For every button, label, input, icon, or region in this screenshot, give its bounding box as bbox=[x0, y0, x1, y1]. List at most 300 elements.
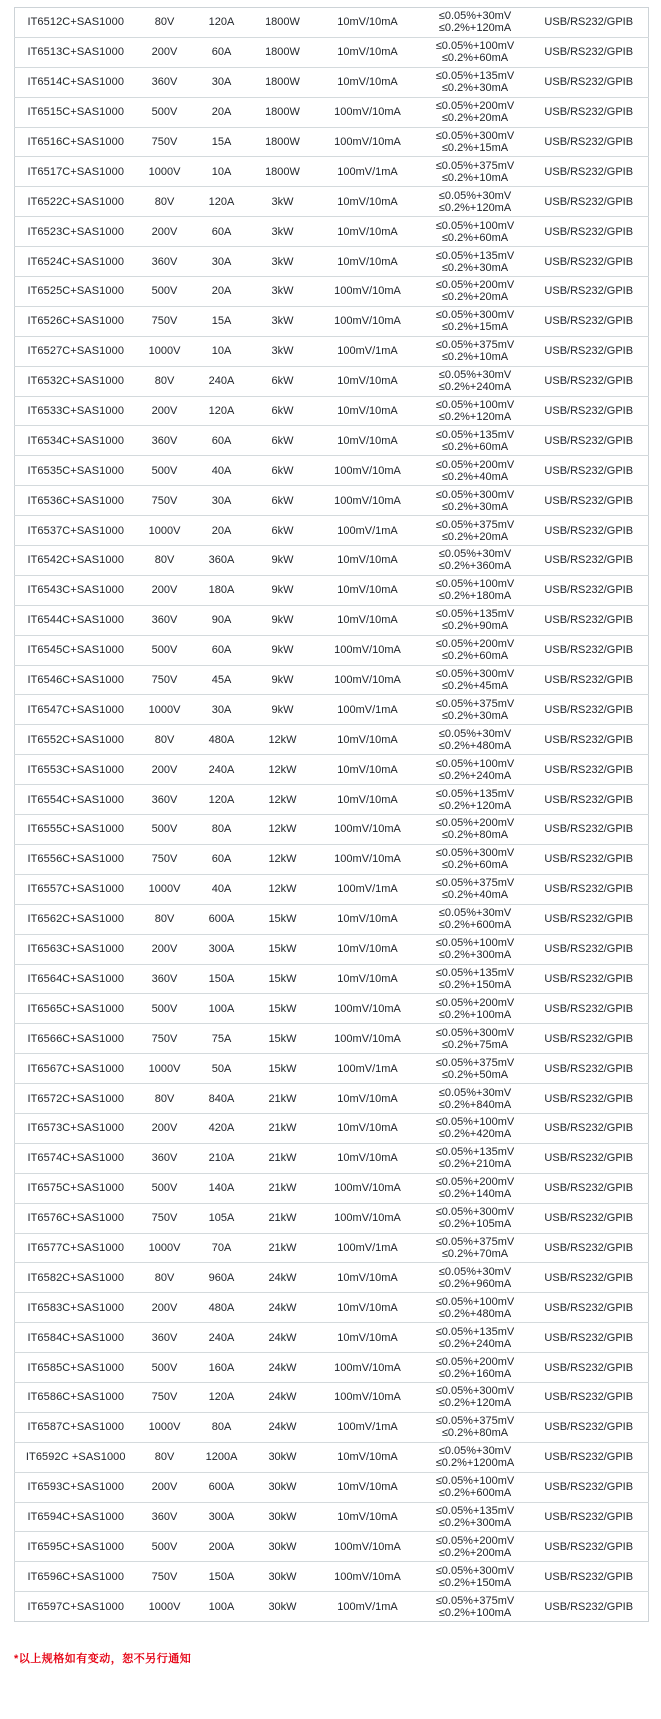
table-row bbox=[15, 277, 649, 307]
cell-accuracy bbox=[421, 396, 530, 426]
cell-voltage: 750V bbox=[137, 306, 193, 336]
cell-power: 9kW bbox=[251, 605, 315, 635]
cell-interface: USB/RS232/GPIB bbox=[530, 1173, 649, 1203]
cell-model: IT6523C+SAS1000 bbox=[15, 217, 137, 247]
cell-model: IT6597C+SAS1000 bbox=[15, 1592, 137, 1622]
cell-current: 15A bbox=[193, 127, 251, 157]
cell-interface: USB/RS232/GPIB bbox=[530, 1562, 649, 1592]
accuracy-current-line: ≤0.2%+120mA bbox=[438, 411, 512, 424]
cell-accuracy bbox=[421, 755, 530, 785]
cell-resolution: 10mV/10mA bbox=[315, 396, 421, 426]
cell-model: IT6576C+SAS1000 bbox=[15, 1203, 137, 1233]
cell-model: IT6517C+SAS1000 bbox=[15, 157, 137, 187]
cell-interface: USB/RS232/GPIB bbox=[530, 964, 649, 994]
cell-power: 12kW bbox=[251, 874, 315, 904]
cell-resolution: 10mV/10mA bbox=[315, 426, 421, 456]
cell-power: 24kW bbox=[251, 1293, 315, 1323]
table-row bbox=[15, 247, 649, 277]
accuracy-current-line: ≤0.2%+45mA bbox=[441, 680, 509, 693]
cell-accuracy bbox=[421, 97, 530, 127]
cell-resolution: 10mV/10mA bbox=[315, 1143, 421, 1173]
table-row bbox=[15, 844, 649, 874]
table-row bbox=[15, 456, 649, 486]
cell-resolution: 100mV/10mA bbox=[315, 665, 421, 695]
cell-interface: USB/RS232/GPIB bbox=[530, 1472, 649, 1502]
table-row bbox=[15, 426, 649, 456]
cell-accuracy bbox=[421, 1353, 530, 1383]
cell-resolution: 100mV/1mA bbox=[315, 157, 421, 187]
table-row bbox=[15, 1024, 649, 1054]
cell-voltage: 200V bbox=[137, 217, 193, 247]
accuracy-voltage-line: ≤0.05%+200mV bbox=[435, 100, 515, 113]
accuracy-current-line: ≤0.2%+100mA bbox=[438, 1008, 512, 1021]
cell-accuracy bbox=[421, 67, 530, 97]
cell-voltage: 1000V bbox=[137, 1054, 193, 1084]
cell-interface: USB/RS232/GPIB bbox=[530, 187, 649, 217]
accuracy-current-line: ≤0.2%+200mA bbox=[438, 1546, 512, 1559]
accuracy-current-line: ≤0.2%+30mA bbox=[441, 709, 509, 722]
cell-power: 15kW bbox=[251, 964, 315, 994]
cell-interface: USB/RS232/GPIB bbox=[530, 516, 649, 546]
cell-interface: USB/RS232/GPIB bbox=[530, 725, 649, 755]
accuracy-voltage-line: ≤0.05%+30mV bbox=[438, 369, 512, 382]
cell-current: 200A bbox=[193, 1532, 251, 1562]
cell-power: 24kW bbox=[251, 1263, 315, 1293]
cell-power: 21kW bbox=[251, 1233, 315, 1263]
cell-power: 30kW bbox=[251, 1472, 315, 1502]
accuracy-voltage-line: ≤0.05%+200mV bbox=[435, 817, 515, 830]
table-row bbox=[15, 516, 649, 546]
accuracy-current-line: ≤0.2%+10mA bbox=[441, 351, 509, 364]
cell-interface: USB/RS232/GPIB bbox=[530, 1143, 649, 1173]
cell-interface: USB/RS232/GPIB bbox=[530, 1353, 649, 1383]
cell-accuracy bbox=[421, 1502, 530, 1532]
cell-power: 24kW bbox=[251, 1323, 315, 1353]
cell-current: 150A bbox=[193, 1562, 251, 1592]
cell-power: 21kW bbox=[251, 1113, 315, 1143]
cell-accuracy bbox=[421, 1293, 530, 1323]
cell-current: 120A bbox=[193, 187, 251, 217]
cell-interface: USB/RS232/GPIB bbox=[530, 1592, 649, 1622]
cell-current: 40A bbox=[193, 874, 251, 904]
accuracy-current-line: ≤0.2%+15mA bbox=[441, 321, 509, 334]
cell-current: 20A bbox=[193, 277, 251, 307]
cell-voltage: 500V bbox=[137, 1173, 193, 1203]
accuracy-current-line: ≤0.2%+30mA bbox=[441, 500, 509, 513]
table-row bbox=[15, 605, 649, 635]
accuracy-voltage-line: ≤0.05%+30mV bbox=[438, 907, 512, 920]
cell-current: 600A bbox=[193, 904, 251, 934]
cell-voltage: 500V bbox=[137, 635, 193, 665]
accuracy-voltage-line: ≤0.05%+375mV bbox=[435, 339, 515, 352]
cell-interface: USB/RS232/GPIB bbox=[530, 456, 649, 486]
cell-voltage: 500V bbox=[137, 1353, 193, 1383]
cell-current: 20A bbox=[193, 97, 251, 127]
cell-model: IT6535C+SAS1000 bbox=[15, 456, 137, 486]
cell-current: 120A bbox=[193, 396, 251, 426]
accuracy-voltage-line: ≤0.05%+375mV bbox=[435, 1415, 515, 1428]
cell-accuracy bbox=[421, 187, 530, 217]
cell-voltage: 80V bbox=[137, 366, 193, 396]
cell-power: 1800W bbox=[251, 127, 315, 157]
accuracy-current-line: ≤0.2%+60mA bbox=[441, 650, 509, 663]
cell-model: IT6583C+SAS1000 bbox=[15, 1293, 137, 1323]
accuracy-current-line: ≤0.2%+360mA bbox=[438, 560, 512, 573]
cell-current: 40A bbox=[193, 456, 251, 486]
accuracy-current-line: ≤0.2%+70mA bbox=[441, 1247, 509, 1260]
cell-power: 9kW bbox=[251, 695, 315, 725]
cell-voltage: 200V bbox=[137, 755, 193, 785]
cell-resolution: 10mV/10mA bbox=[315, 37, 421, 67]
cell-interface: USB/RS232/GPIB bbox=[530, 247, 649, 277]
cell-power: 3kW bbox=[251, 187, 315, 217]
cell-power: 12kW bbox=[251, 755, 315, 785]
table-row bbox=[15, 1143, 649, 1173]
cell-current: 210A bbox=[193, 1143, 251, 1173]
cell-power: 6kW bbox=[251, 456, 315, 486]
accuracy-current-line: ≤0.2%+480mA bbox=[438, 1307, 512, 1320]
accuracy-current-line: ≤0.2%+60mA bbox=[441, 440, 509, 453]
cell-power: 21kW bbox=[251, 1203, 315, 1233]
cell-resolution: 10mV/10mA bbox=[315, 1323, 421, 1353]
accuracy-current-line: ≤0.2%+120mA bbox=[438, 1397, 512, 1410]
cell-accuracy bbox=[421, 306, 530, 336]
accuracy-current-line: ≤0.2%+40mA bbox=[441, 470, 509, 483]
cell-resolution: 100mV/10mA bbox=[315, 844, 421, 874]
cell-voltage: 80V bbox=[137, 546, 193, 576]
cell-current: 840A bbox=[193, 1084, 251, 1114]
cell-voltage: 360V bbox=[137, 247, 193, 277]
table-row bbox=[15, 336, 649, 366]
cell-interface: USB/RS232/GPIB bbox=[530, 306, 649, 336]
accuracy-current-line: ≤0.2%+840mA bbox=[438, 1098, 512, 1111]
cell-accuracy bbox=[421, 1442, 530, 1472]
accuracy-current-line: ≤0.2%+40mA bbox=[441, 889, 509, 902]
table-row bbox=[15, 67, 649, 97]
cell-accuracy bbox=[421, 157, 530, 187]
cell-model: IT6532C+SAS1000 bbox=[15, 366, 137, 396]
accuracy-voltage-line: ≤0.05%+30mV bbox=[438, 727, 512, 740]
cell-resolution: 10mV/10mA bbox=[315, 366, 421, 396]
accuracy-voltage-line: ≤0.05%+100mV bbox=[435, 1295, 515, 1308]
cell-model: IT6536C+SAS1000 bbox=[15, 486, 137, 516]
cell-accuracy bbox=[421, 1532, 530, 1562]
accuracy-current-line: ≤0.2%+30mA bbox=[441, 261, 509, 274]
cell-accuracy bbox=[421, 934, 530, 964]
cell-power: 6kW bbox=[251, 366, 315, 396]
accuracy-current-line: ≤0.2%+180mA bbox=[438, 590, 512, 603]
accuracy-voltage-line: ≤0.05%+30mV bbox=[438, 1265, 512, 1278]
table-row bbox=[15, 217, 649, 247]
cell-current: 600A bbox=[193, 1472, 251, 1502]
cell-interface: USB/RS232/GPIB bbox=[530, 1442, 649, 1472]
cell-accuracy bbox=[421, 456, 530, 486]
cell-model: IT6542C+SAS1000 bbox=[15, 546, 137, 576]
cell-resolution: 10mV/10mA bbox=[315, 1084, 421, 1114]
cell-power: 9kW bbox=[251, 546, 315, 576]
cell-interface: USB/RS232/GPIB bbox=[530, 217, 649, 247]
cell-accuracy bbox=[421, 1592, 530, 1622]
cell-model: IT6552C+SAS1000 bbox=[15, 725, 137, 755]
accuracy-current-line: ≤0.2%+600mA bbox=[438, 919, 512, 932]
cell-interface: USB/RS232/GPIB bbox=[530, 426, 649, 456]
cell-power: 9kW bbox=[251, 665, 315, 695]
table-row bbox=[15, 1502, 649, 1532]
cell-power: 30kW bbox=[251, 1532, 315, 1562]
cell-model: IT6557C+SAS1000 bbox=[15, 874, 137, 904]
cell-interface: USB/RS232/GPIB bbox=[530, 67, 649, 97]
table-row bbox=[15, 1472, 649, 1502]
accuracy-current-line: ≤0.2%+140mA bbox=[438, 1188, 512, 1201]
cell-voltage: 360V bbox=[137, 605, 193, 635]
cell-power: 3kW bbox=[251, 336, 315, 366]
accuracy-voltage-line: ≤0.05%+200mV bbox=[435, 1176, 515, 1189]
accuracy-voltage-line: ≤0.05%+135mV bbox=[435, 966, 515, 979]
cell-accuracy bbox=[421, 725, 530, 755]
cell-voltage: 750V bbox=[137, 486, 193, 516]
cell-voltage: 200V bbox=[137, 37, 193, 67]
cell-power: 15kW bbox=[251, 1024, 315, 1054]
table-row bbox=[15, 127, 649, 157]
cell-model: IT6533C+SAS1000 bbox=[15, 396, 137, 426]
cell-model: IT6584C+SAS1000 bbox=[15, 1323, 137, 1353]
cell-resolution: 10mV/10mA bbox=[315, 904, 421, 934]
accuracy-voltage-line: ≤0.05%+300mV bbox=[435, 668, 515, 681]
table-row bbox=[15, 366, 649, 396]
cell-voltage: 750V bbox=[137, 1203, 193, 1233]
cell-current: 160A bbox=[193, 1353, 251, 1383]
cell-model: IT6556C+SAS1000 bbox=[15, 844, 137, 874]
accuracy-voltage-line: ≤0.05%+30mV bbox=[438, 10, 512, 23]
cell-accuracy bbox=[421, 516, 530, 546]
accuracy-voltage-line: ≤0.05%+300mV bbox=[435, 1026, 515, 1039]
cell-resolution: 100mV/10mA bbox=[315, 306, 421, 336]
accuracy-current-line: ≤0.2%+960mA bbox=[438, 1277, 512, 1290]
accuracy-voltage-line: ≤0.05%+30mV bbox=[438, 1086, 512, 1099]
cell-current: 50A bbox=[193, 1054, 251, 1084]
accuracy-voltage-line: ≤0.05%+375mV bbox=[435, 697, 515, 710]
cell-current: 80A bbox=[193, 815, 251, 845]
cell-current: 300A bbox=[193, 1502, 251, 1532]
cell-resolution: 100mV/1mA bbox=[315, 336, 421, 366]
table-row bbox=[15, 785, 649, 815]
cell-model: IT6566C+SAS1000 bbox=[15, 1024, 137, 1054]
cell-power: 1800W bbox=[265, 16, 300, 29]
cell-interface: USB/RS232/GPIB bbox=[530, 785, 649, 815]
cell-current: 60A bbox=[193, 37, 251, 67]
cell-voltage: 500V bbox=[137, 1532, 193, 1562]
cell-accuracy bbox=[421, 1472, 530, 1502]
cell-voltage: 360V bbox=[137, 785, 193, 815]
cell-model: IT6594C+SAS1000 bbox=[15, 1502, 137, 1532]
accuracy-voltage-line: ≤0.05%+300mV bbox=[435, 1564, 515, 1577]
cell-voltage: 750V bbox=[137, 844, 193, 874]
cell-model: IT6526C+SAS1000 bbox=[15, 306, 137, 336]
cell-accuracy bbox=[421, 605, 530, 635]
cell-voltage: 750V bbox=[137, 1562, 193, 1592]
cell-power: 21kW bbox=[251, 1143, 315, 1173]
cell-resolution: 100mV/1mA bbox=[315, 874, 421, 904]
accuracy-voltage-line: ≤0.05%+100mV bbox=[435, 1475, 515, 1488]
cell-power: 21kW bbox=[251, 1173, 315, 1203]
accuracy-voltage-line: ≤0.05%+300mV bbox=[435, 488, 515, 501]
cell-current: 100A bbox=[193, 1592, 251, 1622]
table-row bbox=[15, 575, 649, 605]
cell-current: 30A bbox=[193, 67, 251, 97]
accuracy-voltage-line: ≤0.05%+100mV bbox=[435, 1116, 515, 1129]
cell-resolution: 100mV/10mA bbox=[315, 277, 421, 307]
table-row bbox=[15, 1323, 649, 1353]
cell-voltage: 1000V bbox=[137, 157, 193, 187]
cell-current: 120A bbox=[208, 16, 235, 29]
cell-current: 10A bbox=[193, 336, 251, 366]
accuracy-voltage-line: ≤0.05%+100mV bbox=[435, 219, 515, 232]
accuracy-voltage-line: ≤0.05%+375mV bbox=[435, 1235, 515, 1248]
cell-power: 24kW bbox=[251, 1353, 315, 1383]
accuracy-current-line: ≤0.2%+210mA bbox=[438, 1158, 512, 1171]
cell-voltage: 360V bbox=[137, 67, 193, 97]
cell-interface: USB/RS232/GPIB bbox=[530, 366, 649, 396]
cell-accuracy bbox=[421, 1024, 530, 1054]
cell-model: IT6524C+SAS1000 bbox=[15, 247, 137, 277]
cell-voltage: 1000V bbox=[137, 1412, 193, 1442]
accuracy-voltage-line: ≤0.05%+200mV bbox=[435, 279, 515, 292]
cell-power: 15kW bbox=[251, 904, 315, 934]
cell-model: IT6525C+SAS1000 bbox=[15, 277, 137, 307]
cell-current: 10A bbox=[193, 157, 251, 187]
cell-interface: USB/RS232/GPIB bbox=[530, 157, 649, 187]
cell-model: IT6553C+SAS1000 bbox=[15, 755, 137, 785]
table-row bbox=[15, 1412, 649, 1442]
cell-accuracy bbox=[421, 1323, 530, 1353]
cell-model: IT6513C+SAS1000 bbox=[15, 37, 137, 67]
cell-power: 12kW bbox=[251, 844, 315, 874]
cell-interface: USB/RS232/GPIB bbox=[530, 934, 649, 964]
table-row bbox=[15, 725, 649, 755]
cell-accuracy bbox=[421, 366, 530, 396]
cell-current: 30A bbox=[193, 486, 251, 516]
cell-power: 3kW bbox=[251, 306, 315, 336]
accuracy-current-line: ≤0.2%+75mA bbox=[441, 1038, 509, 1051]
cell-model: IT6595C+SAS1000 bbox=[15, 1532, 137, 1562]
cell-model: IT6512C+SAS1000 bbox=[27, 16, 125, 29]
cell-resolution: 10mV/10mA bbox=[315, 785, 421, 815]
cell-current: 150A bbox=[193, 964, 251, 994]
cell-current: 420A bbox=[193, 1113, 251, 1143]
accuracy-current-line: ≤0.2%+150mA bbox=[438, 978, 512, 991]
cell-power: 3kW bbox=[251, 247, 315, 277]
cell-resolution: 100mV/1mA bbox=[315, 695, 421, 725]
cell-current: 120A bbox=[193, 785, 251, 815]
cell-model: IT6585C+SAS1000 bbox=[15, 1353, 137, 1383]
cell-current: 240A bbox=[193, 366, 251, 396]
table-row bbox=[15, 1293, 649, 1323]
cell-model: IT6544C+SAS1000 bbox=[15, 605, 137, 635]
table-row bbox=[15, 486, 649, 516]
cell-interface: USB/RS232/GPIB bbox=[530, 1233, 649, 1263]
table-row bbox=[15, 1353, 649, 1383]
cell-interface: USB/RS232/GPIB bbox=[530, 486, 649, 516]
spec-table bbox=[14, 7, 649, 1622]
cell-power: 1800W bbox=[251, 97, 315, 127]
cell-current: 60A bbox=[193, 844, 251, 874]
table-row bbox=[15, 1233, 649, 1263]
accuracy-voltage-line: ≤0.05%+200mV bbox=[435, 1355, 515, 1368]
cell-model: IT6537C+SAS1000 bbox=[15, 516, 137, 546]
cell-accuracy bbox=[421, 695, 530, 725]
accuracy-voltage-line: ≤0.05%+200mV bbox=[435, 638, 515, 651]
cell-interface: USB/RS232/GPIB bbox=[530, 1203, 649, 1233]
accuracy-voltage-line: ≤0.05%+300mV bbox=[435, 130, 515, 142]
cell-interface: USB/RS232/GPIB bbox=[530, 1412, 649, 1442]
cell-accuracy bbox=[421, 127, 530, 157]
cell-voltage: 750V bbox=[137, 1024, 193, 1054]
accuracy-current-line: ≤0.2%+300mA bbox=[438, 1516, 512, 1529]
cell-resolution: 10mV/10mA bbox=[315, 217, 421, 247]
cell-voltage: 360V bbox=[137, 1143, 193, 1173]
cell-model: IT6567C+SAS1000 bbox=[15, 1054, 137, 1084]
cell-current: 105A bbox=[193, 1203, 251, 1233]
cell-interface: USB/RS232/GPIB bbox=[530, 336, 649, 366]
table-row bbox=[15, 1263, 649, 1293]
cell-voltage: 750V bbox=[137, 665, 193, 695]
cell-voltage: 80V bbox=[137, 187, 193, 217]
accuracy-voltage-line: ≤0.05%+200mV bbox=[435, 996, 515, 1009]
cell-interface: USB/RS232/GPIB bbox=[530, 1024, 649, 1054]
table-row bbox=[15, 157, 649, 187]
cell-voltage: 200V bbox=[137, 1472, 193, 1502]
cell-power: 30kW bbox=[251, 1592, 315, 1622]
accuracy-current-line: ≤0.2%+50mA bbox=[441, 1068, 509, 1081]
footnote: *以上规格如有变动，恕不另行通知 bbox=[14, 1653, 192, 1665]
table-row bbox=[15, 934, 649, 964]
cell-current: 30A bbox=[193, 695, 251, 725]
accuracy-current-line: ≤0.2%+420mA bbox=[438, 1128, 512, 1141]
accuracy-voltage-line: ≤0.05%+375mV bbox=[435, 159, 515, 172]
cell-resolution: 10mV/10mA bbox=[315, 1263, 421, 1293]
cell-resolution: 100mV/10mA bbox=[315, 994, 421, 1024]
cell-resolution: 10mV/10mA bbox=[315, 605, 421, 635]
table-row bbox=[15, 815, 649, 845]
cell-current: 140A bbox=[193, 1173, 251, 1203]
cell-interface: USB/RS232/GPIB bbox=[530, 755, 649, 785]
cell-current: 480A bbox=[193, 725, 251, 755]
cell-power: 1800W bbox=[251, 37, 315, 67]
cell-power: 12kW bbox=[251, 725, 315, 755]
table-row bbox=[15, 396, 649, 426]
cell-interface: USB/RS232/GPIB bbox=[530, 1382, 649, 1412]
cell-accuracy bbox=[421, 1143, 530, 1173]
cell-power: 12kW bbox=[251, 785, 315, 815]
accuracy-voltage-line: ≤0.05%+135mV bbox=[435, 608, 515, 621]
cell-model: IT6582C+SAS1000 bbox=[15, 1263, 137, 1293]
cell-voltage: 1000V bbox=[137, 1233, 193, 1263]
accuracy-voltage-line: ≤0.05%+135mV bbox=[435, 1146, 515, 1159]
accuracy-current-line: ≤0.2%+600mA bbox=[438, 1487, 512, 1500]
cell-voltage: 500V bbox=[137, 277, 193, 307]
cell-voltage: 80V bbox=[137, 725, 193, 755]
table-row bbox=[15, 874, 649, 904]
cell-power: 12kW bbox=[251, 815, 315, 845]
cell-resolution: 100mV/10mA bbox=[315, 1024, 421, 1054]
cell-voltage: 200V bbox=[137, 1113, 193, 1143]
accuracy-voltage-line: ≤0.05%+300mV bbox=[435, 1206, 515, 1219]
accuracy-current-line: ≤0.2%+150mA bbox=[438, 1576, 512, 1589]
accuracy-voltage-line: ≤0.05%+200mV bbox=[435, 458, 515, 471]
accuracy-current-line: ≤0.2%+10mA bbox=[441, 171, 509, 184]
cell-model: IT6554C+SAS1000 bbox=[15, 785, 137, 815]
accuracy-current-line: ≤0.2%+30mA bbox=[441, 82, 509, 95]
